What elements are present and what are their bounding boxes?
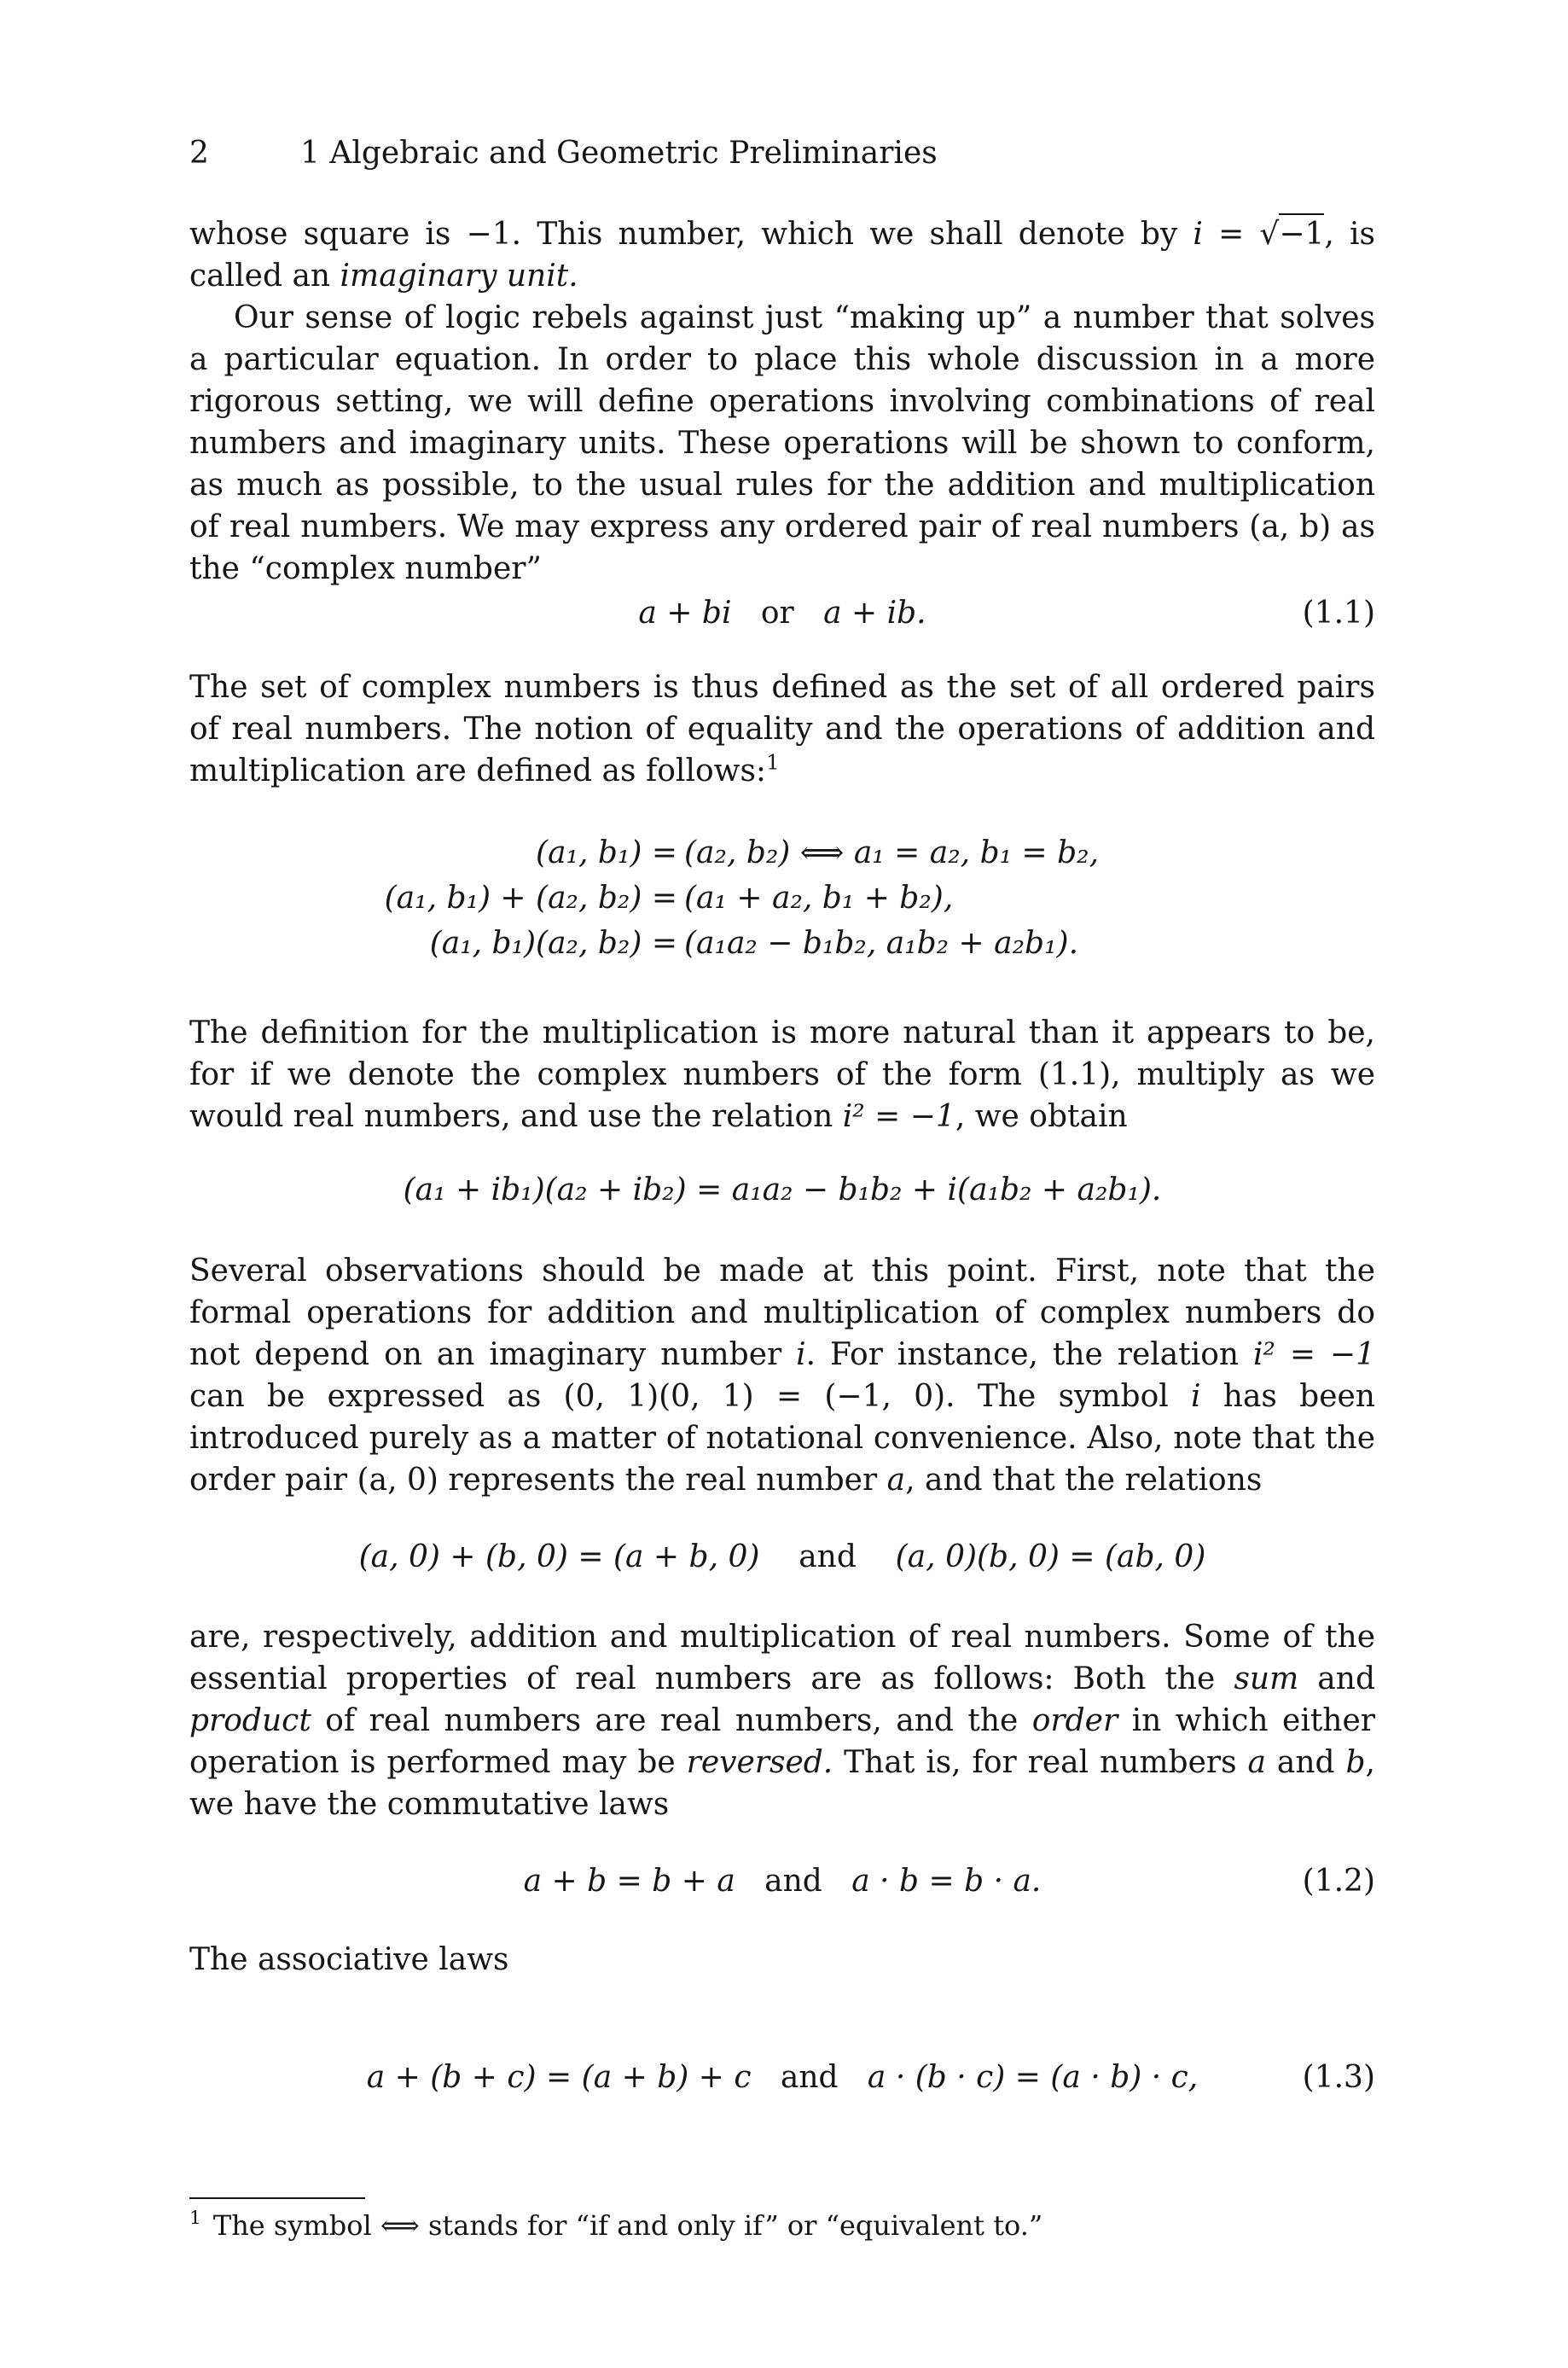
definition-lhs: (a₁, b₁)(a₂, b₂) = bbox=[429, 926, 677, 961]
equation-conjunction: or bbox=[760, 596, 794, 631]
text-run: , and that the relations bbox=[905, 1463, 1263, 1498]
inline-math: i² = −1 bbox=[842, 1099, 955, 1134]
definition-lhs: (a₁, b₁) = bbox=[536, 835, 677, 870]
emphasized-term: order bbox=[1031, 1703, 1118, 1738]
text-run: , is called an bbox=[189, 217, 1375, 294]
text-run: of real numbers are real numbers, and the bbox=[311, 1703, 1032, 1738]
text-run: That is, for real numbers bbox=[833, 1745, 1248, 1780]
math-symbol: i bbox=[796, 1337, 806, 1372]
running-header bbox=[189, 135, 938, 172]
paragraph-imaginary-unit bbox=[189, 213, 1375, 297]
text-run: and bbox=[1298, 1661, 1375, 1696]
emphasized-term: product bbox=[189, 1703, 311, 1738]
paragraph-multiplication bbox=[189, 1012, 1375, 1137]
text-run: has been introduced purely as a matter of notational convenience. Also, note that the order pair (a, 0) represents the real number bbox=[189, 1379, 1375, 1498]
equation-rhs: a · b = b · a. bbox=[851, 1864, 1042, 1899]
definition-rhs: (a₁a₂ − b₁b₂, a₁b₂ + a₂b₁). bbox=[684, 926, 1079, 961]
definition-lhs: (a₁, b₁) + (a₂, b₂) = bbox=[384, 881, 677, 916]
text-run: can be expressed as (0, 1)(0, 1) = (−1, 0). The symbol bbox=[189, 1379, 1192, 1414]
math-symbol: a bbox=[886, 1463, 906, 1498]
emphasized-term: imaginary unit. bbox=[340, 259, 578, 294]
definition-equality bbox=[189, 832, 1375, 874]
equation-1-3 bbox=[189, 2057, 1375, 2098]
equation-lhs: a + (b + c) = (a + b) + c bbox=[366, 2060, 752, 2095]
equation-rhs: (a, 0)(b, 0) = (ab, 0) bbox=[895, 1539, 1206, 1574]
paragraph-logic: Our sense of logic rebels against just “making up” a number that solves a particular equation. In order to place this whole discussion in a more rigorous setting, we will define operations involving combinations of real numbers and imaginary units. These operations will be shown to conform, as much as possible, to the usual rules for the addition and multiplication of real numbers. We may express any ordered pair of real numbers (a, b) as the “complex number” bbox=[189, 300, 1375, 586]
emphasized-term: reversed. bbox=[686, 1745, 833, 1780]
equation-conjunction: and bbox=[799, 1539, 857, 1574]
equation-number: (1.2) bbox=[1302, 1864, 1375, 1899]
footnote bbox=[189, 2207, 1375, 2244]
equation-lhs: a + b = b + a bbox=[523, 1864, 735, 1899]
running-title: 1 Algebraic and Geometric Preliminaries bbox=[300, 136, 938, 171]
text-run: = bbox=[1202, 217, 1260, 252]
radicand: −1 bbox=[1279, 213, 1324, 252]
inline-math: i² = −1 bbox=[1253, 1337, 1376, 1372]
text-run: , we have the commutative laws bbox=[189, 1745, 1375, 1822]
equation-rhs: a · (b · c) = (a · b) · c, bbox=[867, 2060, 1199, 2095]
equation-1-1 bbox=[189, 592, 1375, 634]
footnote-reference: 1 bbox=[766, 749, 780, 775]
equation-conjunction: and bbox=[780, 2060, 839, 2095]
equation-number: (1.1) bbox=[1302, 596, 1375, 631]
equation-real-pairs bbox=[189, 1536, 1375, 1578]
definition-addition bbox=[189, 877, 1375, 919]
equation-1-2 bbox=[189, 1860, 1375, 1902]
equation-conjunction: and bbox=[764, 1864, 822, 1899]
text-run: whose square is −1. This number, which we shall denote by bbox=[189, 217, 1193, 252]
definition-rhs: (a₂, b₂) ⟺ a₁ = a₂, b₁ = b₂, bbox=[684, 835, 1100, 870]
text-run: . For instance, the relation bbox=[805, 1337, 1254, 1372]
math-symbol: a bbox=[1247, 1745, 1266, 1780]
footnote-rule bbox=[189, 2197, 365, 2199]
equation-product bbox=[189, 1169, 1375, 1211]
text-run: in which either operation is performed may be bbox=[189, 1703, 1376, 1780]
definition-multiplication bbox=[189, 922, 1375, 964]
text-run: The set of complex numbers is thus defined as the set of all ordered pairs of real numbers. The notion of equality and the operations of addition and multiplication are defined as follows: bbox=[189, 670, 1375, 788]
math-symbol: i bbox=[1193, 217, 1203, 252]
emphasized-term: sum bbox=[1234, 1661, 1299, 1696]
definition-rhs: (a₁ + a₂, b₁ + b₂), bbox=[684, 881, 954, 916]
paragraph-observations bbox=[189, 1250, 1375, 1501]
text-run: Several observations should be made at this point. First, note that the formal operations for addition and multiplication of complex numbers do not depend on an imaginary number bbox=[189, 1254, 1375, 1372]
equation-lhs: a + bi bbox=[638, 596, 732, 631]
text-run: , we obtain bbox=[955, 1099, 1128, 1134]
text-run: and bbox=[1265, 1745, 1346, 1780]
equation-rhs: a + ib. bbox=[823, 596, 926, 631]
math-symbol: i bbox=[1191, 1379, 1201, 1414]
equation-number: (1.3) bbox=[1302, 2060, 1375, 2095]
paragraph-definition bbox=[189, 666, 1375, 792]
paragraph-properties bbox=[189, 1616, 1375, 1825]
sqrt-symbol: √ bbox=[1259, 217, 1280, 252]
equation-body: (a₁ + ib₁)(a₂ + ib₂) = a₁a₂ − b₁b₂ + i(a₁b₂ + a₂b₁). bbox=[403, 1172, 1162, 1207]
footnote-mark: 1 bbox=[189, 2207, 201, 2229]
paragraph-associative: The associative laws bbox=[189, 1942, 509, 1977]
math-symbol: b bbox=[1345, 1745, 1366, 1780]
text-run: are, respectively, addition and multiplication of real numbers. Some of the essential properties of real numbers are as follows: Both the bbox=[189, 1620, 1375, 1696]
page-number: 2 bbox=[189, 136, 209, 171]
footnote-text: The symbol ⟺ stands for “if and only if” or “equivalent to.” bbox=[212, 2209, 1043, 2242]
equation-lhs: (a, 0) + (b, 0) = (a + b, 0) bbox=[358, 1539, 760, 1574]
text-run: The definition for the multiplication is more natural than it appears to be, for if we denote the complex numbers of the form (1.1), multiply as we would real numbers, and use the relation bbox=[189, 1015, 1375, 1134]
